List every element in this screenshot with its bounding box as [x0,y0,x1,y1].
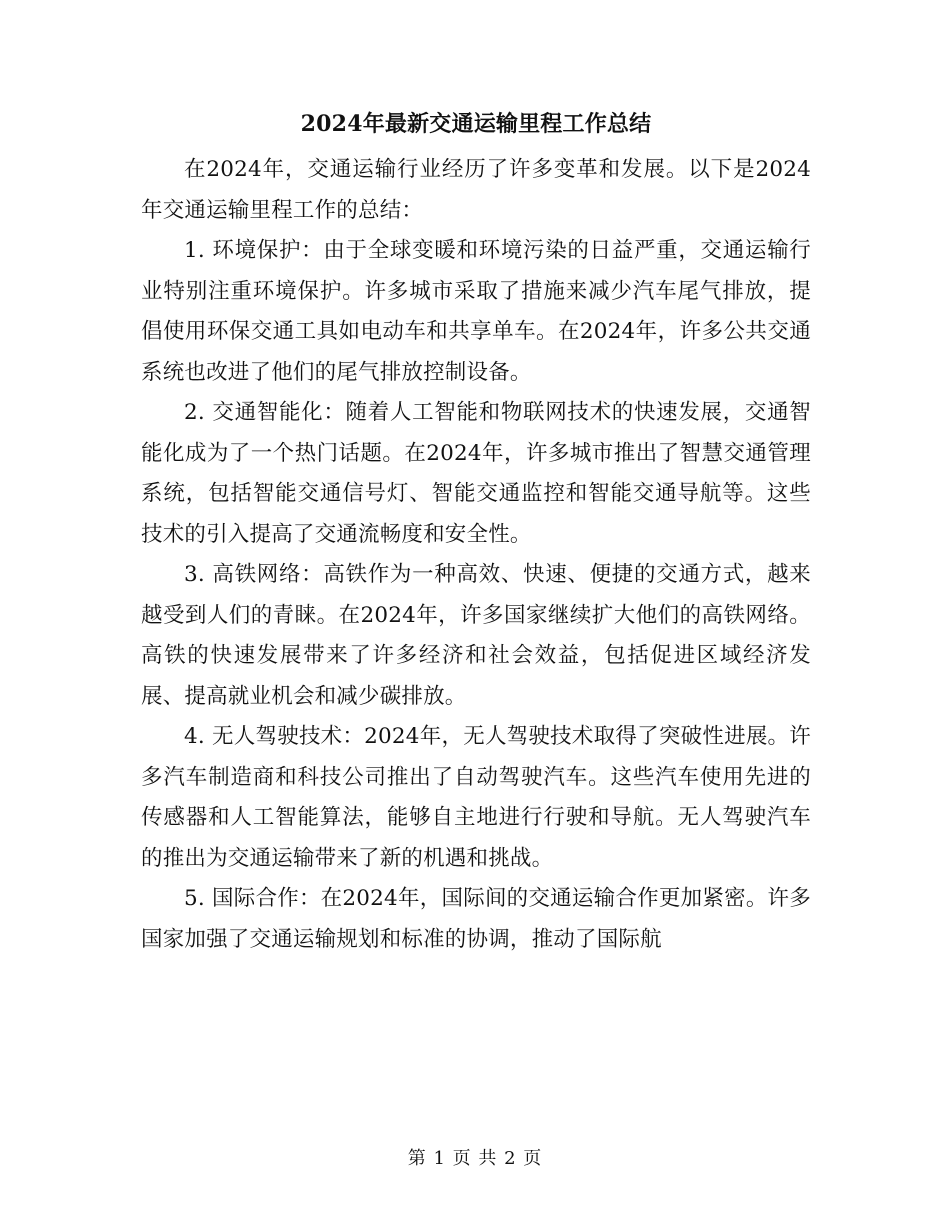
paragraph-autonomous-driving: 4. 无人驾驶技术：2024年，无人驾驶技术取得了突破性进展。许多汽车制造商和科技公司推出了自动驾驶汽车。这些汽车使用先进的传感器和人工智能算法，能够自主地进行行驶和导航。无人驾驶汽车的推出为交通运输带来了新的机遇和挑战。 [141,724,811,871]
paragraph-intelligent-transport: 2. 交通智能化：随着人工智能和物联网技术的快速发展，交通智能化成为了一个热门话题。在2024年，许多城市推出了智慧交通管理系统，包括智能交通信号灯、智能交通监控和智能交通导航等。这些技术的引入提高了交通流畅度和安全性。 [141,400,811,547]
document-body [141,104,811,960]
paragraph-environmental-protection: 1. 环境保护：由于全球变暖和环境污染的日益严重，交通运输行业特别注重环境保护。许多城市采取了措施来减少汽车尾气排放，提倡使用环保交通工具如电动车和共享单车。在2024年，许多公共交通系统也改进了他们的尾气排放控制设备。 [141,238,811,385]
page-number-footer: 第 1 页 共 2 页 [407,1148,543,1169]
paragraph-intro: 在2024年，交通运输行业经历了许多变革和发展。以下是2024年交通运输里程工作的总结： [141,157,811,223]
paragraph-high-speed-rail: 3. 高铁网络：高铁作为一种高效、快速、便捷的交通方式，越来越受到人们的青睐。在2024年，许多国家继续扩大他们的高铁网络。高铁的快速发展带来了许多经济和社会效益，包括促进区域经济发展、提高就业机会和减少碳排放。 [141,562,811,709]
document-title: 2024年最新交通运输里程工作总结 [300,111,652,137]
paragraph-international-cooperation: 5. 国际合作：在2024年，国际间的交通运输合作更加紧密。许多国家加强了交通运输规划和标准的协调，推动了国际航 [141,886,811,952]
